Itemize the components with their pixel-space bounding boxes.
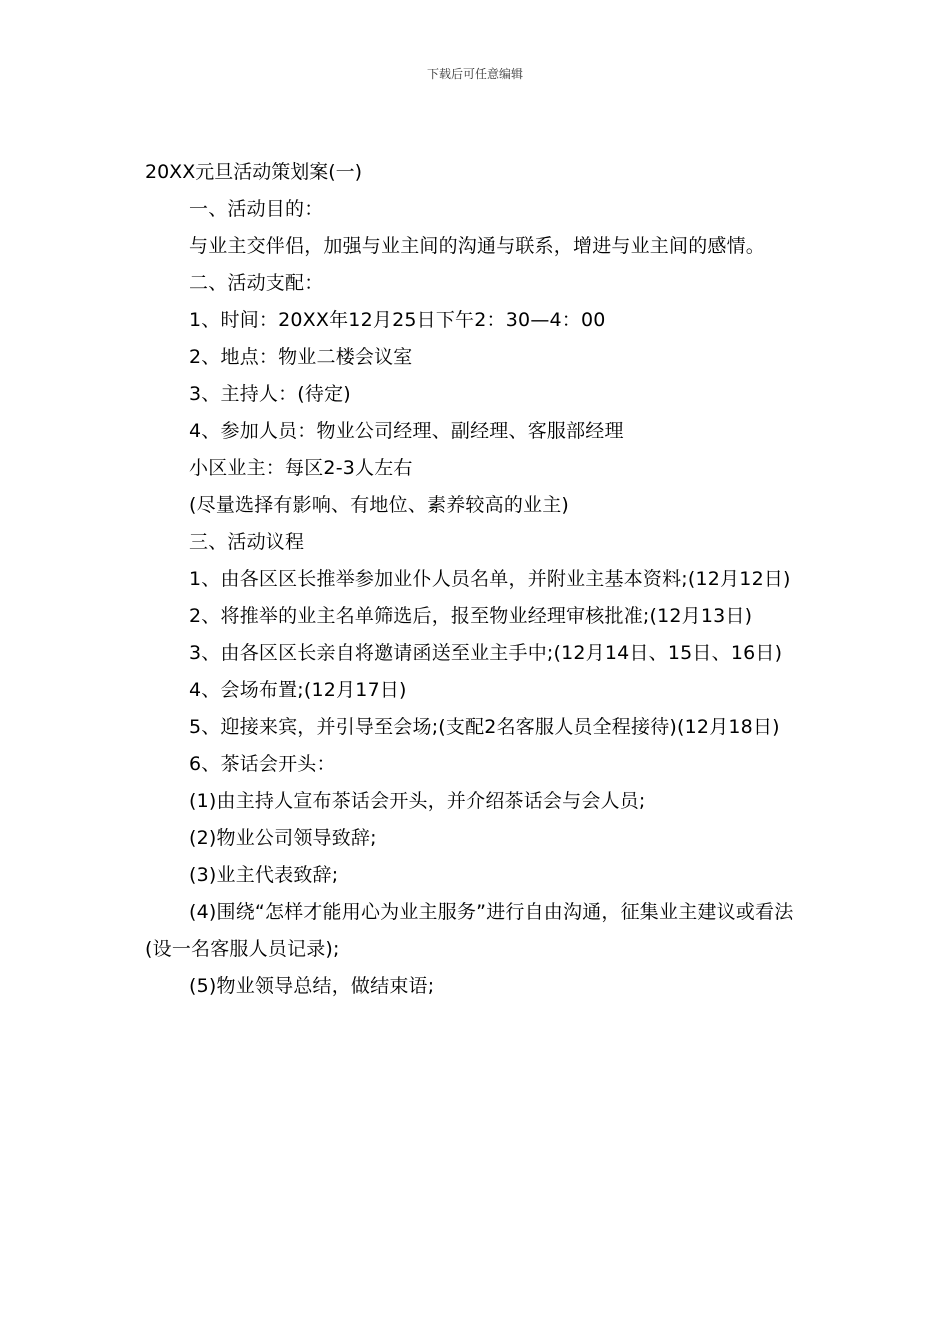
document-body — [145, 154, 810, 1005]
sub-item-2: (2)物业公司领导致辞; — [189, 827, 377, 849]
agenda-item-4: 4、会场布置;(12月17日) — [189, 679, 407, 701]
agenda-item-1: 1、由各区区长推举参加业仆人员名单，并附业主基本资料;(12月12日) — [189, 568, 791, 590]
agenda-item-3: 3、由各区区长亲自将邀请函送至业主手中;(12月14日、15日、16日) — [189, 642, 783, 664]
document-title: 20XX元旦活动策划案(一) — [145, 161, 363, 183]
sub-item-5: (5)物业领导总结，做结束语; — [189, 975, 435, 997]
list-item-owners-note: (尽量选择有影响、有地位、素养较高的业主) — [189, 494, 570, 516]
page-header: 下载后可任意编辑 — [426, 67, 523, 81]
agenda-item-6: 6、茶话会开头： — [189, 753, 336, 775]
section-heading-purpose: 一、活动目的： — [189, 198, 324, 220]
list-item-owners: 小区业主：每区2-3人左右 — [189, 457, 413, 479]
paragraph-purpose: 与业主交伴侣，加强与业主间的沟通与联系，增进与业主间的感情。 — [189, 235, 766, 257]
section-heading-agenda: 三、活动议程 — [189, 531, 305, 553]
list-item-participants: 4、参加人员：物业公司经理、副经理、客服部经理 — [189, 420, 624, 442]
list-item-time: 1、时间：20XX年12月25日下午2：30—4：00 — [189, 309, 606, 331]
agenda-item-5: 5、迎接来宾，并引导至会场;(支配2名客服人员全程接待)(12月18日) — [189, 716, 780, 738]
section-heading-arrangement: 二、活动支配： — [189, 272, 324, 294]
sub-item-3: (3)业主代表致辞; — [189, 864, 339, 886]
sub-item-4: (4)围绕“怎样才能用心为业主服务”进行自由沟通，征集业主建议或看法(设一名客服人员记录); — [145, 901, 794, 960]
sub-item-1: (1)由主持人宣布茶话会开头，并介绍茶话会与会人员; — [189, 790, 646, 812]
agenda-item-2: 2、将推举的业主名单筛选后，报至物业经理审核批准;(12月13日) — [189, 605, 753, 627]
list-item-host: 3、主持人：(待定) — [189, 383, 351, 405]
list-item-location: 2、地点：物业二楼会议室 — [189, 346, 413, 368]
